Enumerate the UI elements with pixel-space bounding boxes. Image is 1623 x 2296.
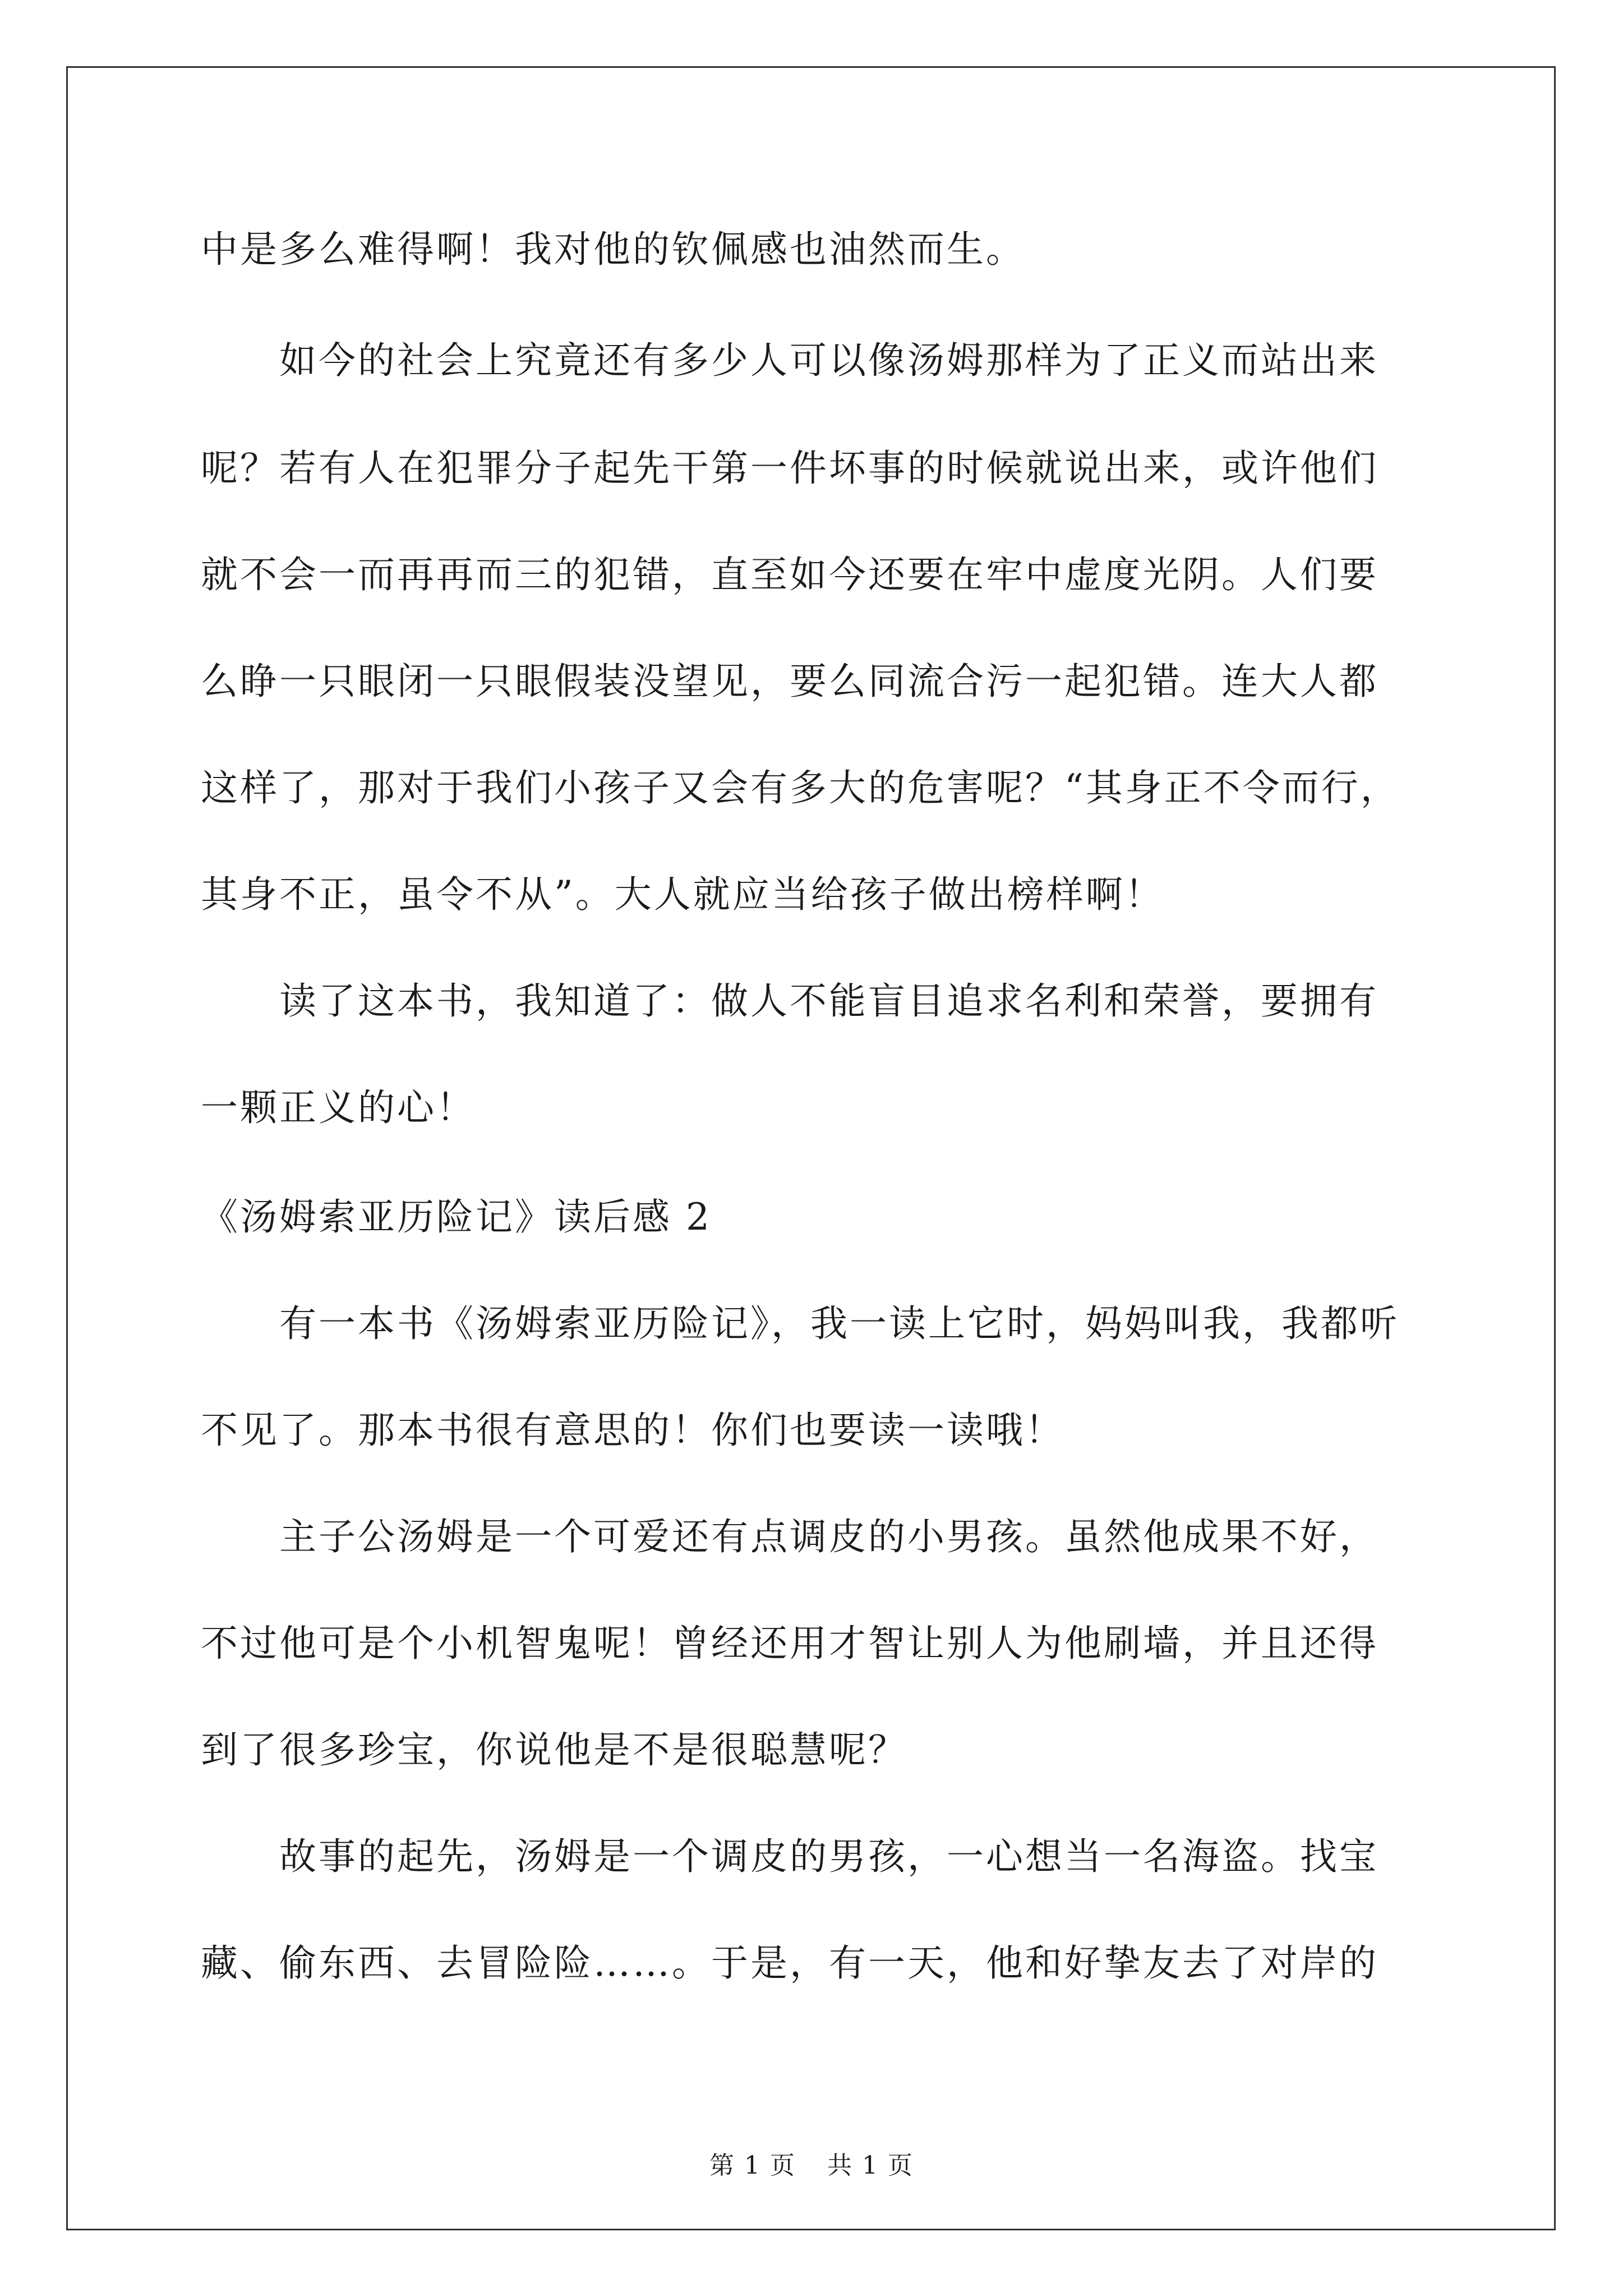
- paragraph-line: 么睁一只眼闭一只眼假装没望见，要么同流合污一起犯错。连大人都: [201, 660, 1378, 703]
- paragraph-line: 呢？若有人在犯罪分子起先干第一件坏事的时候就说出来，或许他们: [201, 447, 1378, 490]
- paragraph-line: 读了这本书，我知道了：做人不能盲目追求名利和荣誉，要拥有: [279, 979, 1378, 1023]
- paragraph-line: 不过他可是个小机智鬼呢！曾经还用才智让别人为他刷墙，并且还得: [201, 1622, 1378, 1665]
- paragraph-line: 就不会一而再再而三的犯错，直至如今还要在牢中虚度光阴。人们要: [201, 553, 1378, 596]
- paragraph-line: 藏、偷东西、去冒险险……。于是，有一天，他和好挚友去了对岸的: [201, 1941, 1378, 1985]
- paragraph-line: 有一本书《汤姆索亚历险记》，我一读上它时，妈妈叫我，我都听: [279, 1302, 1399, 1345]
- paragraph-line: 主子公汤姆是一个可爱还有点调皮的小男孩。虽然他成果不好，: [279, 1515, 1378, 1558]
- paragraph-line: 其身不正，虽令不从”。大人就应当给孩子做出榜样啊！: [201, 873, 1164, 916]
- paragraph-line: 不见了。那本书很有意思的！你们也要读一读哦！: [201, 1409, 1064, 1452]
- section-heading: 《汤姆索亚历险记》读后感 2: [201, 1195, 712, 1239]
- page-border: [66, 66, 1556, 2230]
- page-number: 第 1 页: [709, 2151, 796, 2180]
- paragraph-line: 一颗正义的心！: [201, 1086, 476, 1129]
- page-total: 共 1 页: [827, 2151, 914, 2180]
- page-footer: [0, 2150, 1623, 2182]
- paragraph-line: 中是多么难得啊！我对他的钦佩感也油然而生。: [201, 228, 1025, 271]
- paragraph-line: 这样了，那对于我们小孩子又会有多大的危害呢？“其身正不令而行，: [201, 766, 1400, 809]
- paragraph-line: 故事的起先，汤姆是一个调皮的男孩，一心想当一名海盗。找宝: [279, 1835, 1378, 1878]
- paragraph-line: 如今的社会上究竟还有多少人可以像汤姆那样为了正义而站出来: [279, 339, 1378, 382]
- paragraph-line: 到了很多珍宝，你说他是不是很聪慧呢？: [201, 1728, 907, 1772]
